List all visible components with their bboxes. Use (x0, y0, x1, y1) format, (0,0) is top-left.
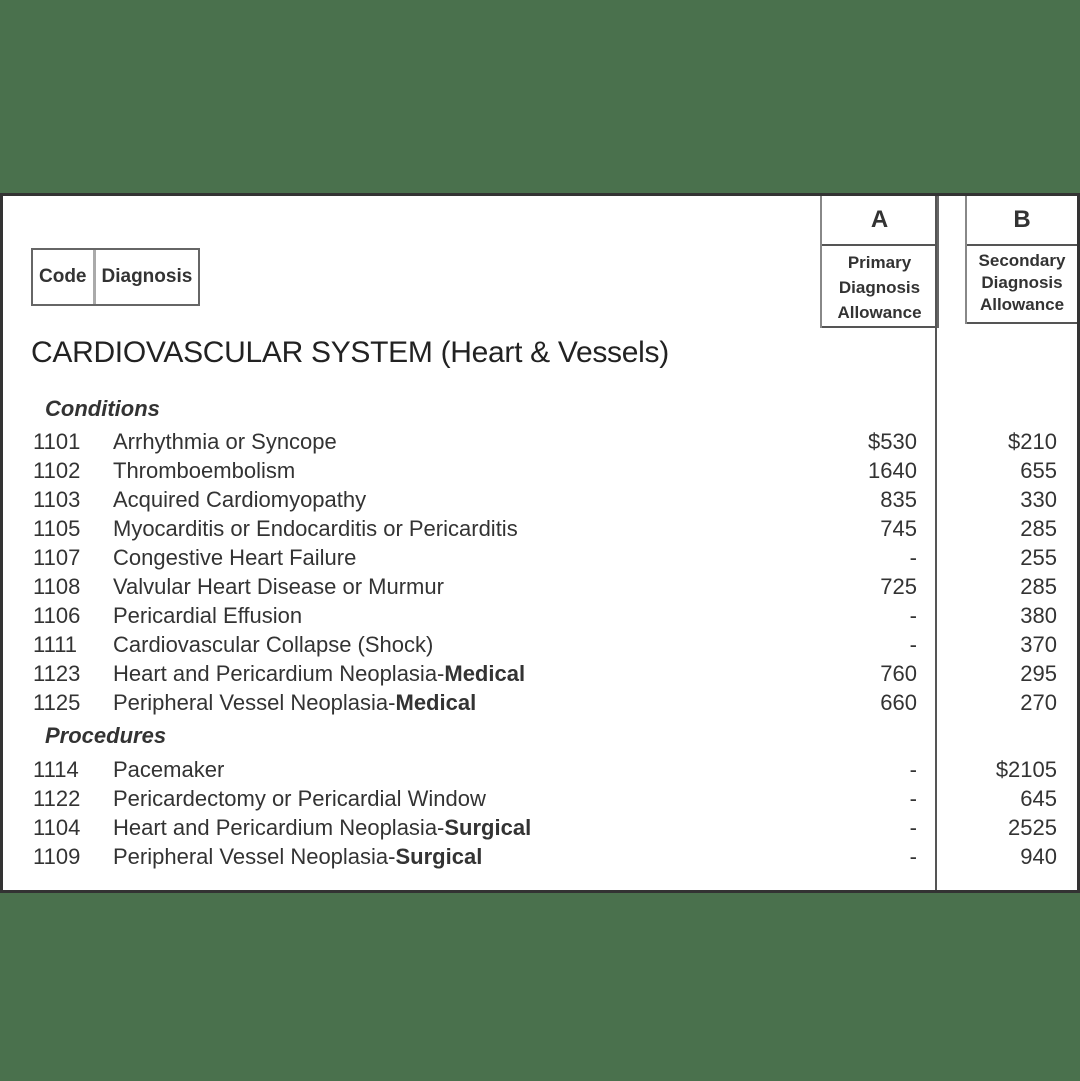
diagnosis: Cardiovascular Collapse (Shock) (113, 632, 434, 657)
code: 1114 (33, 757, 79, 782)
column-a-line1: Primary (847, 253, 912, 272)
primary-allowance: 660 (880, 690, 917, 715)
column-b-line1: Secondary (978, 251, 1066, 270)
secondary-allowance: 330 (1020, 487, 1057, 512)
primary-allowance: 745 (880, 516, 917, 541)
column-b-letter: B (967, 196, 1077, 246)
primary-allowance: - (909, 786, 917, 811)
conditions-label: Conditions (45, 396, 160, 421)
conditions-rows (3, 429, 1077, 719)
table-row (3, 844, 1077, 873)
table-row (3, 574, 1077, 603)
code: 1122 (33, 786, 81, 811)
table-row (3, 429, 1077, 458)
primary-allowance: - (909, 545, 917, 570)
diagnosis: Valvular Heart Disease or Murmur (113, 574, 444, 599)
table-row (3, 757, 1077, 786)
table-row (3, 815, 1077, 844)
table-row (3, 786, 1077, 815)
code: 1125 (33, 690, 81, 715)
code: 1107 (33, 545, 81, 570)
table-row (3, 516, 1077, 545)
diagnosis-header: Diagnosis (93, 250, 199, 304)
secondary-allowance: 2525 (1008, 815, 1057, 840)
primary-allowance: 835 (880, 487, 917, 512)
procedures-rows (3, 757, 1077, 873)
code: 1109 (33, 844, 81, 869)
code: 1105 (33, 516, 81, 541)
section-title: CARDIOVASCULAR SYSTEM (Heart & Vessels) (31, 336, 669, 369)
primary-allowance: - (909, 632, 917, 657)
secondary-allowance: 270 (1020, 690, 1057, 715)
table-row (3, 690, 1077, 719)
column-b-header (965, 196, 1077, 324)
column-a-description (822, 246, 937, 328)
column-a-line2: Diagnosis (838, 278, 921, 297)
secondary-allowance: 295 (1020, 661, 1057, 686)
code: 1101 (33, 429, 81, 454)
diagnosis: Pericardial Effusion (113, 603, 303, 628)
table-row (3, 487, 1077, 516)
code: 1103 (33, 487, 81, 512)
diagnosis: Acquired Cardiomyopathy (113, 487, 367, 512)
diagnosis: Myocarditis or Endocarditis or Pericarditis (113, 516, 518, 541)
diagnosis: Pericardectomy or Pericardial Window (113, 786, 486, 811)
allowance-table-card (0, 193, 1080, 893)
code-header: Code (39, 266, 87, 287)
primary-allowance: 1640 (868, 458, 917, 483)
diagnosis: Heart and Pericardium Neoplasia-Surgical (113, 815, 532, 840)
table-row (3, 458, 1077, 487)
diagnosis: Pacemaker (113, 757, 225, 782)
secondary-allowance: 645 (1020, 786, 1057, 811)
code: 1104 (33, 815, 81, 840)
primary-allowance: - (909, 844, 917, 869)
code: 1102 (33, 458, 81, 483)
secondary-allowance: 380 (1020, 603, 1057, 628)
diagnosis: Thromboembolism (113, 458, 296, 483)
code: 1111 (33, 632, 78, 657)
primary-allowance: 760 (880, 661, 917, 686)
code: 1108 (33, 574, 81, 599)
code: 1106 (33, 603, 81, 628)
diagnosis: Peripheral Vessel Neoplasia-Surgical (113, 844, 483, 869)
secondary-allowance: $210 (1008, 429, 1057, 454)
column-a-header (820, 196, 939, 328)
secondary-allowance: 655 (1020, 458, 1057, 483)
secondary-allowance: 940 (1020, 844, 1057, 869)
table-row (3, 545, 1077, 574)
secondary-allowance: 255 (1020, 545, 1057, 570)
secondary-allowance: $2105 (995, 757, 1057, 782)
code: 1123 (33, 661, 81, 686)
table-row (3, 603, 1077, 632)
primary-allowance: 725 (880, 574, 917, 599)
diagnosis: Arrhythmia or Syncope (113, 429, 337, 454)
primary-allowance: - (909, 603, 917, 628)
diagnosis: Congestive Heart Failure (113, 545, 357, 570)
secondary-allowance: 285 (1020, 574, 1057, 599)
code-diagnosis-header (31, 248, 200, 306)
table-row (3, 661, 1077, 690)
primary-allowance: - (909, 815, 917, 840)
diagnosis: Heart and Pericardium Neoplasia-Medical (113, 661, 526, 686)
column-b-line3: Allowance (979, 295, 1065, 314)
table-row (3, 632, 1077, 661)
primary-allowance: $530 (868, 429, 917, 454)
procedures-label: Procedures (45, 723, 167, 748)
column-a-line3: Allowance (837, 303, 922, 322)
column-a-letter: A (822, 196, 937, 246)
secondary-allowance: 285 (1020, 516, 1057, 541)
diagnosis: Peripheral Vessel Neoplasia-Medical (113, 690, 477, 715)
secondary-allowance: 370 (1020, 632, 1057, 657)
column-b-description (967, 246, 1077, 324)
column-b-line2: Diagnosis (981, 273, 1063, 292)
primary-allowance: - (909, 757, 917, 782)
